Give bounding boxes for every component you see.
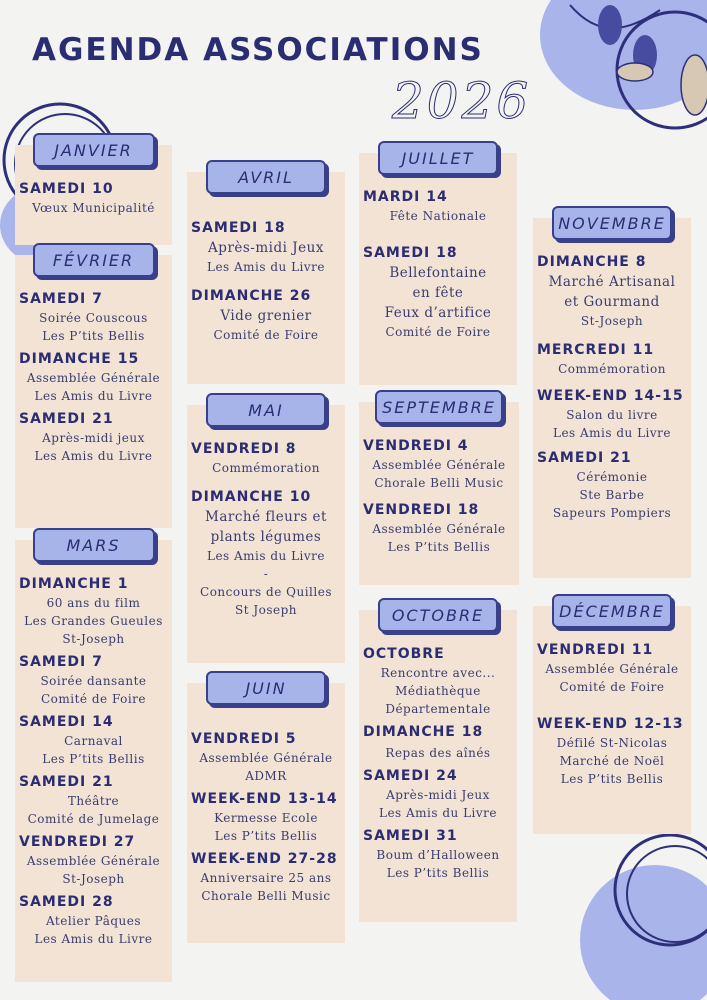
event-line: Cérémonie — [576, 470, 648, 484]
event-date: WEEK-END 12-13 — [537, 716, 684, 732]
month-card-fevrier — [15, 250, 172, 528]
month-card-septembre — [359, 397, 519, 585]
month-label: MARS — [33, 528, 155, 562]
event-date: DIMANCHE 26 — [191, 288, 312, 304]
event-line: Soirée dansante — [40, 674, 147, 688]
event-line: St-Joseph — [62, 872, 125, 886]
month-card-juillet — [359, 148, 517, 385]
top-right-decoration — [520, 0, 707, 180]
event-line: Salon du livre — [566, 408, 658, 422]
event-line: Boum d’Halloween — [376, 848, 500, 862]
event-line: Après-midi jeux — [42, 431, 145, 445]
month-card-janvier — [15, 140, 172, 245]
event-date: VENDREDI 18 — [363, 502, 480, 518]
event-line: Comité de Foire — [385, 325, 491, 339]
event-line: St Joseph — [234, 603, 298, 617]
event-line: Les P’tits Bellis — [42, 752, 145, 766]
event-date: VENDREDI 27 — [19, 834, 136, 850]
event-line: en fête — [412, 285, 464, 301]
month-label: MAI — [206, 393, 326, 427]
month-label: AVRIL — [206, 160, 326, 194]
event-date: WEEK-END 27-28 — [191, 851, 338, 867]
event-date: SAMEDI 21 — [19, 774, 114, 790]
month-label: NOVEMBRE — [552, 206, 672, 240]
event-line: Assemblée Générale — [26, 371, 161, 385]
event-line: Rencontre avec... — [380, 666, 496, 680]
event-date: DIMANCHE 8 — [537, 254, 647, 270]
event-date: SAMEDI 21 — [19, 411, 114, 427]
event-line: et Gourmand — [564, 294, 660, 310]
event-line: Atelier Pâques — [45, 914, 142, 928]
month-card-mai — [187, 400, 345, 663]
event-date: SAMEDI 10 — [19, 181, 114, 197]
event-line: Les P’tits Bellis — [386, 866, 490, 880]
event-line: Fête Nationale — [389, 209, 487, 223]
event-date: MERCREDI 11 — [537, 342, 655, 358]
event-line: Les P’tits Bellis — [214, 829, 318, 843]
month-label: JUILLET — [378, 141, 498, 175]
event-line: Marché de Noël — [559, 754, 665, 768]
event-line: Vœux Municipalité — [32, 201, 155, 215]
event-line: Assemblée Générale — [545, 662, 679, 676]
event-line: Les Amis du Livre — [206, 260, 326, 274]
event-line: Les Amis du Livre — [34, 389, 153, 403]
month-label: DÉCEMBRE — [552, 594, 672, 628]
event-date: WEEK-END 13-14 — [191, 791, 338, 807]
event-line: Les P’tits Bellis — [560, 772, 664, 786]
year: 2026 — [392, 72, 532, 130]
event-line: Kermesse Ecole — [214, 811, 318, 825]
event-date: OCTOBRE — [363, 646, 445, 662]
event-line: Commémoration — [212, 461, 320, 475]
event-date: DIMANCHE 15 — [19, 351, 140, 367]
event-line: Les Amis du Livre — [34, 932, 153, 946]
event-date: SAMEDI 28 — [19, 894, 114, 910]
event-line: Départementale — [385, 702, 491, 716]
event-line: St-Joseph — [62, 632, 125, 646]
event-line: Les P’tits Bellis — [387, 540, 491, 554]
event-line: Comité de Foire — [559, 680, 665, 694]
event-line: Feux d’artifice — [384, 305, 492, 321]
event-line: Carnaval — [64, 734, 123, 748]
event-line: ADMR — [245, 769, 287, 783]
event-line: - — [263, 567, 269, 581]
event-date: WEEK-END 14-15 — [537, 388, 684, 404]
month-card-mars — [15, 535, 172, 982]
event-line: Assemblée Générale — [199, 751, 333, 765]
event-line: Assemblée Générale — [26, 854, 161, 868]
event-date: DIMANCHE 10 — [191, 489, 312, 505]
event-line: Les Amis du Livre — [206, 549, 326, 563]
page-title: AGENDA ASSOCIATIONS — [32, 32, 484, 68]
event-line: 60 ans du film — [46, 596, 141, 610]
event-line: Concours de Quilles — [200, 585, 332, 599]
event-line: Chorale Belli Music — [201, 889, 331, 903]
event-date: SAMEDI 18 — [191, 220, 286, 236]
event-date: VENDREDI 5 — [191, 731, 297, 747]
month-card-octobre — [359, 605, 517, 922]
event-line: Sapeurs Pompiers — [552, 506, 672, 520]
event-line: Les P’tits Bellis — [42, 329, 145, 343]
bottom-right-decoration — [560, 820, 707, 1000]
month-card-decembre — [533, 601, 691, 834]
event-line: Marché Artisanal — [548, 274, 676, 290]
event-line: Assemblée Générale — [372, 522, 506, 536]
event-line: Les Amis du Livre — [552, 426, 672, 440]
event-line: Commémoration — [558, 362, 666, 376]
event-line: Vide grenier — [220, 308, 312, 324]
month-card-juin — [187, 678, 345, 943]
month-label: OCTOBRE — [378, 598, 498, 632]
event-line: Repas des aînés — [385, 746, 491, 760]
event-line: Théâtre — [67, 794, 120, 808]
event-date: SAMEDI 31 — [363, 828, 458, 844]
event-line: Défilé St-Nicolas — [556, 736, 668, 750]
event-date: DIMANCHE 18 — [363, 724, 484, 740]
event-date: DIMANCHE 1 — [19, 576, 129, 592]
event-line: Anniversaire 25 ans — [200, 871, 332, 885]
event-line: Marché fleurs et — [205, 509, 327, 525]
event-line: Les Amis du Livre — [378, 806, 498, 820]
month-label: JUIN — [206, 671, 326, 705]
event-line: Les Grandes Gueules — [24, 614, 163, 628]
event-line: Les Amis du Livre — [34, 449, 153, 463]
event-date: VENDREDI 11 — [537, 642, 654, 658]
event-line: Comité de Foire — [40, 692, 147, 706]
event-line: Chorale Belli Music — [374, 476, 504, 490]
event-date: SAMEDI 14 — [19, 714, 114, 730]
month-card-novembre — [533, 213, 691, 578]
month-label: JANVIER — [33, 133, 155, 167]
event-date: SAMEDI 18 — [363, 245, 458, 261]
event-line: Médiathèque — [395, 684, 481, 698]
event-line: St-Joseph — [580, 314, 644, 328]
event-date: VENDREDI 8 — [191, 441, 297, 457]
event-line: Bellefontaine — [389, 265, 487, 281]
event-date: SAMEDI 7 — [19, 654, 103, 670]
month-label: SEPTEMBRE — [375, 390, 503, 424]
event-line: Soirée Couscous — [39, 311, 148, 325]
event-line: Assemblée Générale — [372, 458, 506, 472]
event-date: MARDI 14 — [363, 189, 448, 205]
event-date: VENDREDI 4 — [363, 438, 469, 454]
event-line: Comité de Foire — [213, 328, 319, 342]
event-line: Comité de Jumelage — [27, 812, 160, 826]
event-date: SAMEDI 24 — [363, 768, 458, 784]
event-date: SAMEDI 7 — [19, 291, 103, 307]
event-line: plants légumes — [210, 529, 322, 545]
event-date: SAMEDI 21 — [537, 450, 632, 466]
event-line: Ste Barbe — [579, 488, 645, 502]
event-line: Après-midi Jeux — [208, 240, 324, 256]
month-label: FÉVRIER — [33, 243, 155, 277]
event-line: Après-midi Jeux — [386, 788, 490, 802]
month-card-avril — [187, 167, 345, 384]
